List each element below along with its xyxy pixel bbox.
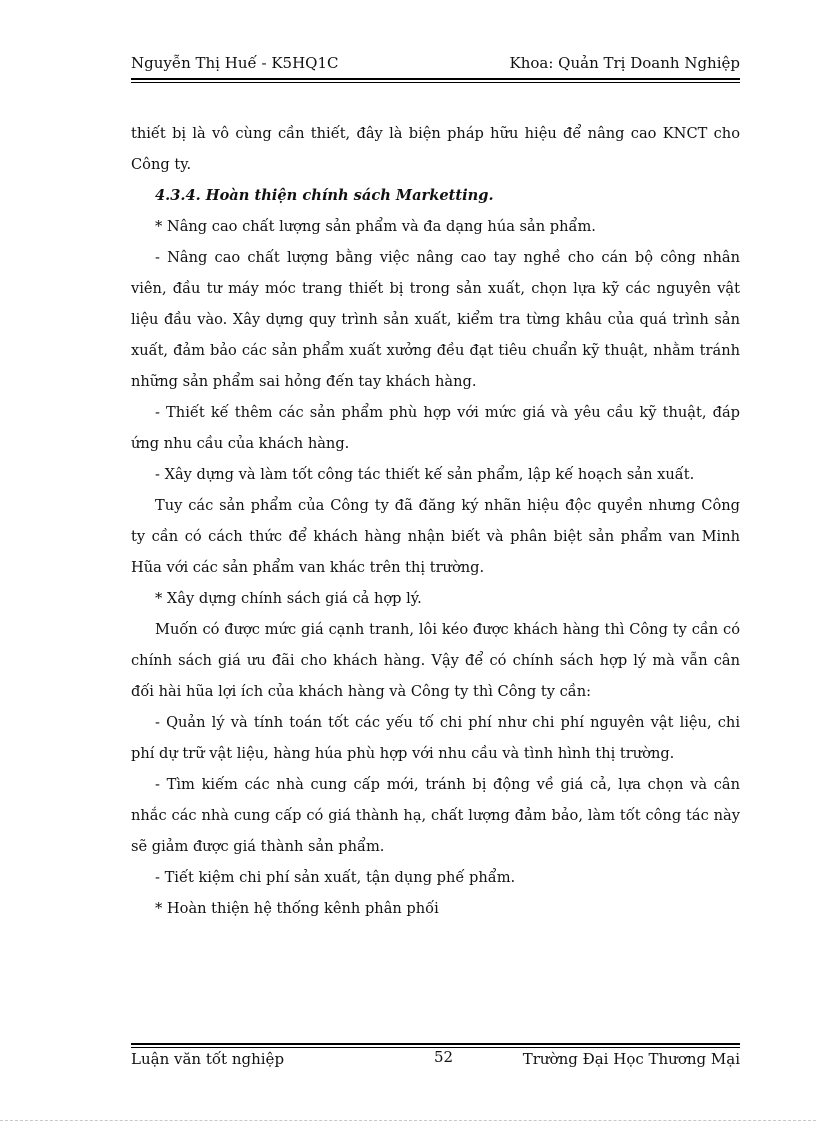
footer-document-type: Luận văn tốt nghiệp xyxy=(131,1050,285,1068)
paragraph-quality: * Nâng cao chất lượng sản phẩm và đa dạng húa sản phẩm. xyxy=(155,218,596,235)
paragraph-continuation: thiết bị là vô cùng cần thiết, đây là biện pháp hữu hiệu để nâng cao KNCT cho Công ty. xyxy=(131,125,740,173)
paragraph-suppliers: - Tìm kiếm các nhà cung cấp mới, tránh bị động về giá cả, lựa chọn và cân nhắc các nhà cung cấp có giá thành hạ, chất lượng đảm bảo, làm tốt công tác này sẽ giảm được giá thành sản phẩm. xyxy=(131,776,740,855)
paragraph-design: - Thiết kế thêm các sản phẩm phù hợp với mức giá và yêu cầu kỹ thuật, đáp ứng nhu cầu của khách hàng. xyxy=(131,404,740,452)
header-author: Nguyễn Thị Huế - K5HQ1C xyxy=(131,54,339,72)
paragraph-planning: - Xây dựng và làm tốt công tác thiết kế sản phẩm, lập kế hoạch sản xuất. xyxy=(155,466,695,483)
paragraph-savings: - Tiết kiệm chi phí sản xuất, tận dụng phế phẩm. xyxy=(155,869,516,886)
paragraph-pricing: * Xây dựng chính sách giá cả hợp lý. xyxy=(155,590,422,607)
header-divider-thin xyxy=(131,82,740,83)
page-number: 52 xyxy=(434,1048,454,1066)
header-faculty: Khoa: Quản Trị Doanh Nghiệp xyxy=(509,54,740,72)
header-divider xyxy=(131,78,740,80)
paragraph-brand: Tuy các sản phẩm của Công ty đã đăng ký nhãn hiệu độc quyền nhưng Công ty cần có cách thức để khách hàng nhận biết và phân biệt sản phẩm van Minh Hũa với các sản phẩm van khác trên thị trường. xyxy=(131,497,740,576)
page-header xyxy=(131,50,740,78)
footer-university: Trường Đại Học Thương Mại xyxy=(522,1050,740,1068)
footer-divider xyxy=(131,1043,740,1045)
section-heading: 4.3.4. Hoàn thiện chính sách Marketting. xyxy=(155,187,494,204)
paragraph-pricing-intro: Muốn có được mức giá cạnh tranh, lôi kéo được khách hàng thì Công ty cần có chính sách giá ưu đãi cho khách hàng. Vậy để có chính sách hợp lý mà vẫn cân đối hài hũa lợi ích của khách hàng và Công ty thì Công ty cần: xyxy=(131,621,740,700)
paragraph-cost-management: - Quản lý và tính toán tốt các yếu tố chi phí như chi phí nguyên vật liệu, chi phí dự trữ vật liệu, hàng húa phù hợp với nhu cầu và tình hình thị trường. xyxy=(131,714,740,762)
paragraph-quality-detail: - Nâng cao chất lượng bằng việc nâng cao tay nghề cho cán bộ công nhân viên, đầu tư máy móc trang thiết bị trong sản xuất, chọn lựa kỹ các nguyên vật liệu đầu vào. Xây dựng quy trình sản xuất, kiểm tra từng khâu của quá trình sản xuất, đảm bảo các sản phẩm xuất xưởng đều đạt tiêu chuẩn kỹ thuật, nhằm tránh những sản phẩm sai hỏng đến tay khách hàng. xyxy=(131,249,740,390)
page-footer xyxy=(131,1050,740,1074)
paragraph-distribution: * Hoàn thiện hệ thống kênh phân phối xyxy=(155,900,439,917)
page-edge-divider xyxy=(0,1120,816,1121)
page-body xyxy=(131,118,740,924)
